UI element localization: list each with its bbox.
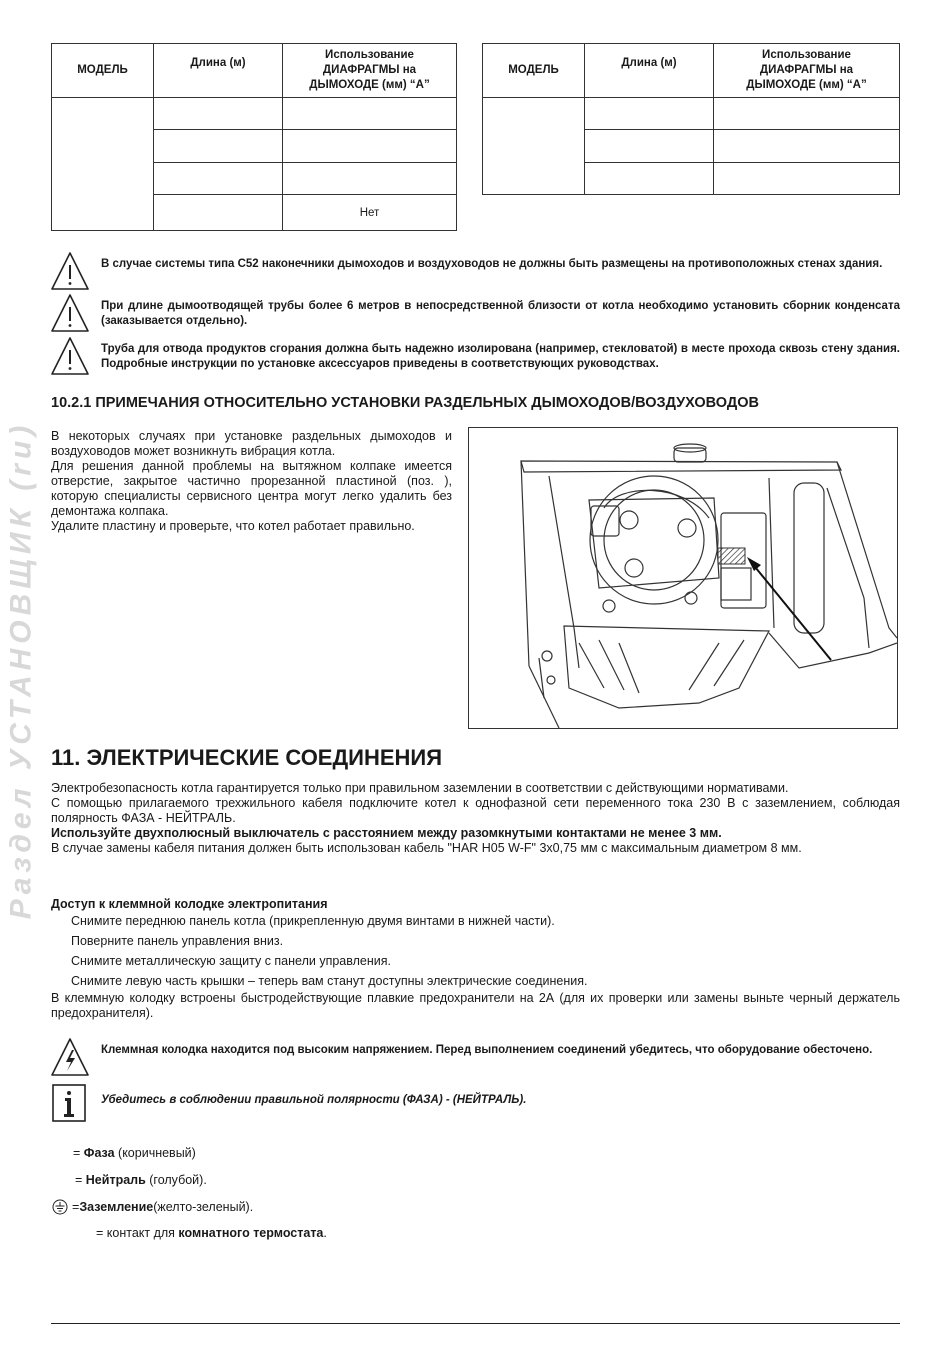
- header-diaphragm: Использование ДИАФРАГМЫ на ДЫМОХОДЕ (мм) “A”: [283, 44, 457, 98]
- warning-high-voltage: Клеммная колодка находится под высоким напряжением. Перед выполнением соединений убедитесь, что оборудование обесточено.: [50, 1037, 900, 1077]
- section-10-2-1-text: В некоторых случаях при установке раздельных дымоходов и воздуховодов может возникнуть вибрация котла. Для решения данной проблемы на вытяжном колпаке имеется отверстие, закрытое частично прорезанной пластиной (поз. ), которую специалисты сервисного центра могут легко удалить без демонтажа колпака. Удалите пластину и проверьте, что котел работает правильно.: [51, 429, 452, 533]
- step-item: Снимите переднюю панель котла (прикрепленную двумя винтами в нижней части).: [71, 914, 555, 928]
- warning-condensate: При длине дымоотводящей трубы более 6 метров в непосредственной близости от котла необходимо установить сборник конденсата (заказывается отдельно).: [50, 293, 900, 333]
- table-cell: [154, 130, 283, 163]
- fuse-text: В клеммную колодку встроены быстродействующие плавкие предохранители на 2А (для их проверки или замены выньте черный держатель предохранителя).: [51, 991, 900, 1020]
- high-voltage-icon: [50, 1037, 90, 1077]
- table-cell: [283, 98, 457, 130]
- section-heading-10-2-1: 10.2.1 ПРИМЕЧАНИЯ ОТНОСИТЕЛЬНО УСТАНОВКИ РАЗДЕЛЬНЫХ ДЫМОХОДОВ/ВОЗДУХОВОДОВ: [51, 395, 759, 411]
- warning-triangle-icon: [50, 293, 90, 333]
- step-item: Поверните панель управления вниз.: [71, 934, 284, 948]
- table-cell-no: Нет: [283, 195, 457, 231]
- header-model: МОДЕЛЬ: [52, 44, 154, 98]
- table-cell: [585, 98, 714, 130]
- flue-table-right: [482, 43, 900, 195]
- header-diaphragm: Использование ДИАФРАГМЫ на ДЫМОХОДЕ (мм) “A”: [714, 44, 900, 98]
- table-cell: [154, 98, 283, 130]
- ground-icon: [51, 1199, 69, 1215]
- section-11-body: Электробезопасность котла гарантируется только при правильном заземлении в соответствии с действующими нормативами. С помощью прилагаемого трехжильного кабеля подключите котел к однофазной сети переменного тока 230 В с заземлением, соблюдая полярность ФАЗА - НЕЙТРАЛЬ. Используйте двухполюсный выключатель с расстоянием между разомкнутыми контактами не менее 3 мм. В случае замены кабеля питания должен быть использован кабель "HAR H05 W-F" 3x0,75 мм с максимальным диаметром 8 мм.: [51, 781, 900, 855]
- access-steps: [71, 911, 891, 991]
- warning-insulation: Труба для отвода продуктов сгорания должна быть надежно изолирована (например, стекловатой) в месте прохода сквозь стену здания. Подробные инструкции по установке аксессуаров приведены в соответствующих руководствах.: [50, 336, 900, 376]
- table-cell: [283, 130, 457, 163]
- table-cell: [283, 163, 457, 195]
- table-cell: [714, 163, 900, 195]
- access-heading: Доступ к клеммной колодке электропитания: [51, 897, 328, 911]
- section-heading-11: 11. ЭЛЕКТРИЧЕСКИЕ СОЕДИНЕНИЯ: [51, 745, 443, 770]
- legend-neutral: = Нейтраль (голубой).: [75, 1173, 207, 1187]
- table-cell: [714, 130, 900, 163]
- table-cell: [585, 130, 714, 163]
- flue-table-left: [51, 43, 457, 231]
- legend-phase: = Фаза (коричневый): [73, 1146, 196, 1160]
- step-item: Снимите левую часть крышки – теперь вам станут доступны электрические соединения.: [71, 974, 588, 988]
- header-length: Длина (м): [585, 44, 714, 98]
- legend-thermostat: = контакт для комнатного термостата.: [96, 1226, 327, 1240]
- boiler-flue-illustration: [468, 427, 898, 729]
- table-cell: [585, 163, 714, 195]
- legend-ground: = Заземление (желто-зеленый).: [51, 1199, 253, 1215]
- step-item: Снимите металлическую защиту с панели управления.: [71, 954, 391, 968]
- side-section-label: Раздел УСТАНОВЩИК (ru): [4, 420, 37, 920]
- header-length: Длина (м): [154, 44, 283, 98]
- table-cell: [154, 163, 283, 195]
- header-model: МОДЕЛЬ: [483, 44, 585, 98]
- table-cell: [154, 195, 283, 231]
- warning-triangle-icon: [50, 336, 90, 376]
- boiler-drawing: [469, 428, 897, 728]
- info-polarity-note: Убедитесь в соблюдении правильной полярности (ФАЗА) - (НЕЙТРАЛЬ).: [50, 1083, 900, 1123]
- info-icon: [50, 1083, 90, 1123]
- warning-triangle-icon: [50, 251, 90, 291]
- table-cell: [483, 98, 585, 195]
- table-cell: [52, 98, 154, 231]
- bottom-rule: [51, 1323, 900, 1324]
- table-cell: [714, 98, 900, 130]
- warning-c52: В случае системы типа C52 наконечники дымоходов и воздуховодов не должны быть размещены на противоположных стенах здания.: [50, 251, 900, 291]
